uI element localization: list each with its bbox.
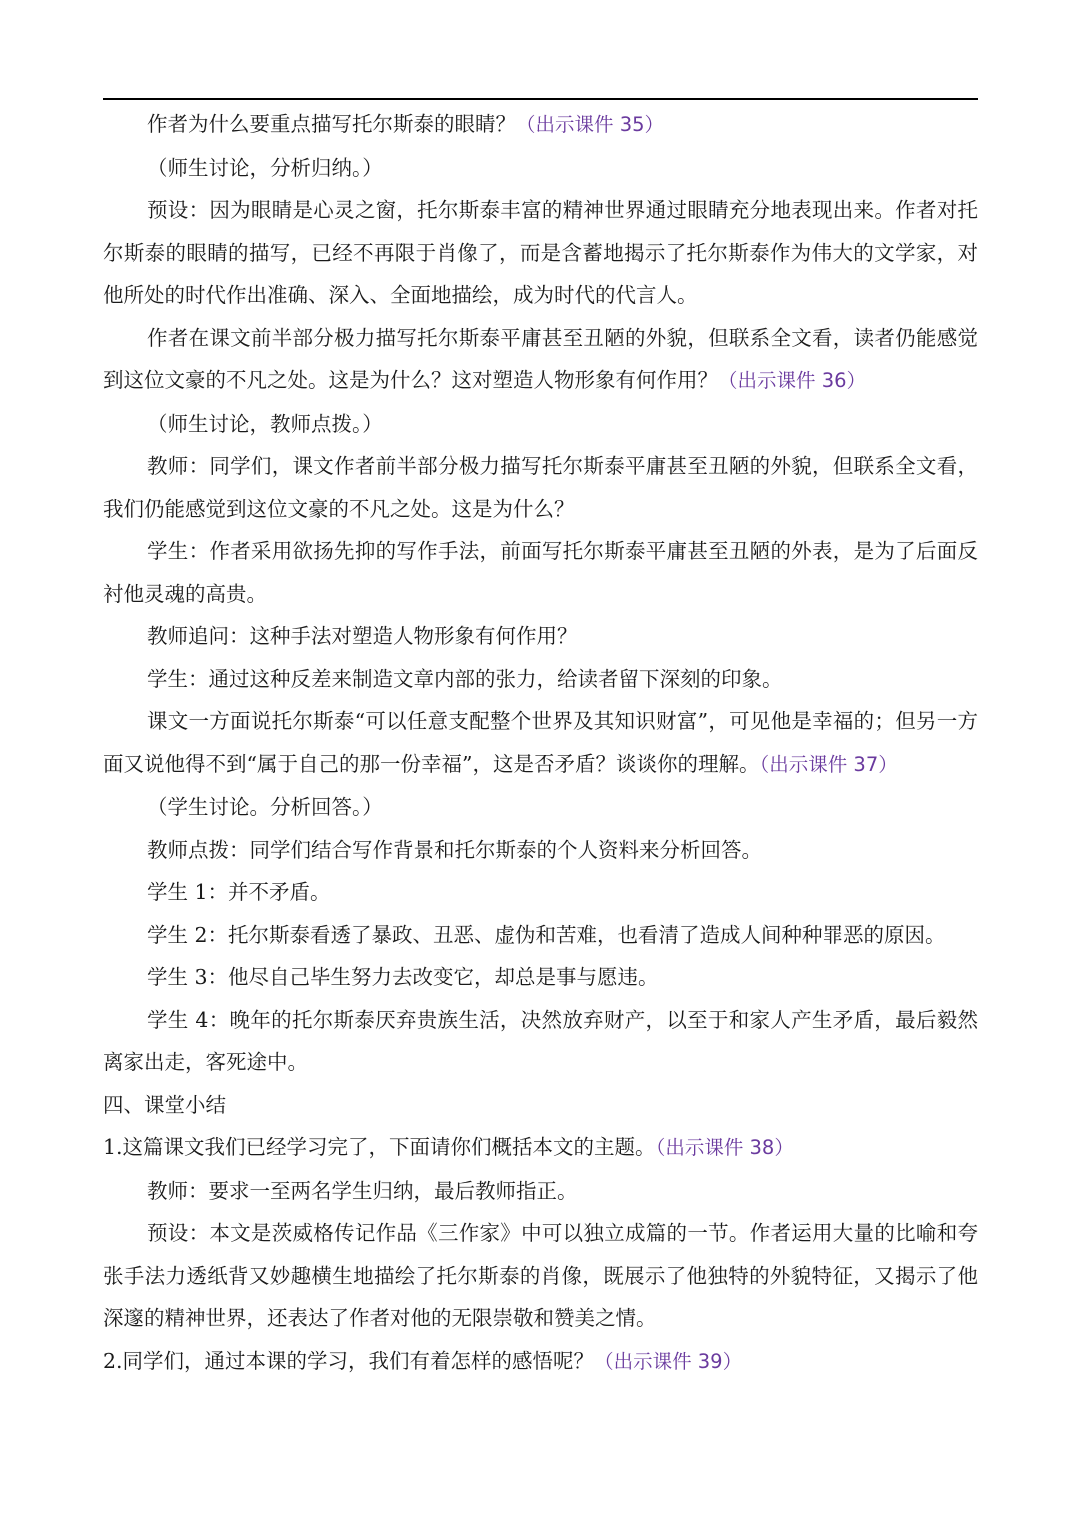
paragraph: 学生 2：托尔斯泰看透了暴政、丑恶、虚伪和苦难，也看清了造成人间种种罪恶的原因。 <box>147 922 946 947</box>
courseware-ref: （出示课件 36） <box>718 369 867 392</box>
section-heading: 四、课堂小结 <box>103 1092 226 1117</box>
paragraph: （师生讨论，分析归纳。） <box>147 155 383 180</box>
paragraph: （学生讨论。分析回答。） <box>147 795 383 819</box>
paragraph: 学生 3：他尽自己毕生努力去改变它，却总是事与愿违。 <box>147 965 659 989</box>
document-body <box>103 103 978 1383</box>
courseware-ref: （出示课件 35） <box>516 113 665 136</box>
paragraph: 教师追问：这种手法对塑造人物形象有何作用？ <box>147 624 578 648</box>
paragraph: 学生 1：并不矛盾。 <box>147 880 331 904</box>
paragraph: 作者为什么要重点描写托尔斯泰的眼睛？（出示课件 35） <box>147 112 665 136</box>
paragraph: （师生讨论，教师点拨。） <box>147 411 383 436</box>
paragraph: 学生：作者采用欲扬先抑的写作手法，前面写托尔斯泰平庸甚至丑陋的外表，是为了后面反衬他灵魂的高贵。 <box>103 539 978 606</box>
numbered-item: 2.同学们，通过本课的学习，我们有着怎样的感悟呢？（出示课件 39） <box>103 1348 743 1373</box>
paragraph: 预设：因为眼睛是心灵之窗，托尔斯泰丰富的精神世界通过眼睛充分地表现出来。作者对托尔斯泰的眼睛的描写，已经不再限于肖像了，而是含蓄地揭示了托尔斯泰作为伟大的文学家，对他所处的时代作出准确、深入、全面地描绘，成为时代的代言人。 <box>103 198 978 307</box>
paragraph: 学生：通过这种反差来制造文章内部的张力，给读者留下深刻的印象。 <box>147 666 783 691</box>
paragraph: 教师：同学们，课文作者前半部分极力描写托尔斯泰平庸甚至丑陋的外貌，但联系全文看，我们仍能感觉到这位文豪的不凡之处。这是为什么？ <box>103 454 978 521</box>
paragraph: 预设：本文是茨威格传记作品《三作家》中可以独立成篇的一节。作者运用大量的比喻和夸张手法力透纸背又妙趣横生地描绘了托尔斯泰的肖像，既展示了他独特的外貌特征，又揭示了他深邃的精神世界，还表达了作者对他的无限崇敬和赞美之情。 <box>103 1221 978 1330</box>
paragraph: 学生 4：晚年的托尔斯泰厌弃贵族生活，决然放弃财产，以至于和家人产生矛盾，最后毅然离家出走，客死途中。 <box>103 1007 978 1074</box>
paragraph: 教师：要求一至两名学生归纳，最后教师指正。 <box>147 1178 578 1203</box>
courseware-ref: （出示课件 37） <box>759 752 898 776</box>
numbered-item: 1.这篇课文我们已经学习完了，下面请你们概括本文的主题。（出示课件 38） <box>103 1135 794 1159</box>
courseware-ref: （出示课件 39） <box>594 1349 743 1373</box>
paragraph: 课文一方面说托尔斯泰“可以任意支配整个世界及其知识财富”，可见他是幸福的；但另一方面又说他得不到“属于自己的那一份幸福”，这是否矛盾？谈谈你的理解。（出示课件 37） <box>103 709 978 776</box>
header-rule <box>103 98 978 100</box>
paragraph: 教师点拨：同学们结合写作背景和托尔斯泰的个人资料来分析回答。 <box>147 837 762 862</box>
paragraph: 作者在课文前半部分极力描写托尔斯泰平庸甚至丑陋的外貌，但联系全文看，读者仍能感觉到这位文豪的不凡之处。这是为什么？这对塑造人物形象有何作用？（出示课件 36） <box>103 325 978 392</box>
courseware-ref: （出示课件 38） <box>655 1136 794 1159</box>
